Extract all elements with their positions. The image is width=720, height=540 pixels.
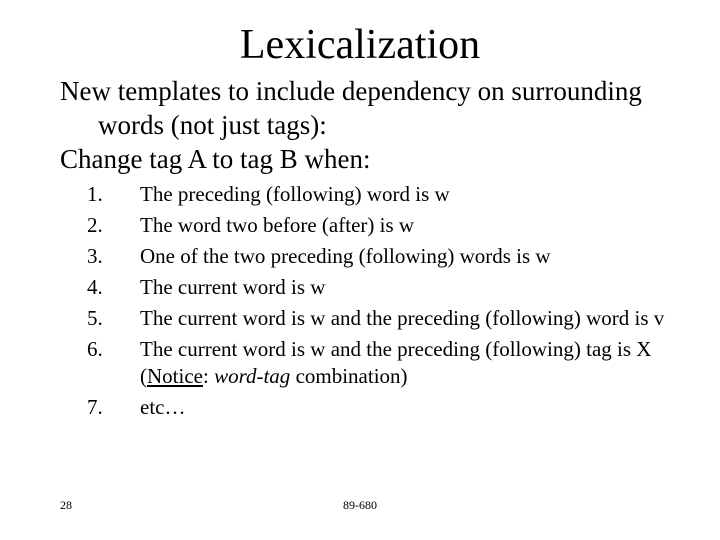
list-item	[87, 181, 697, 208]
slide-title: Lexicalization	[239, 22, 481, 68]
list-item-number: 5.	[87, 306, 103, 330]
list-item	[87, 394, 697, 421]
list-item-text-part: combination)	[290, 364, 408, 388]
list-item	[87, 305, 697, 332]
list-item-number: 4.	[87, 275, 103, 299]
list-item-number: 1.	[87, 182, 103, 206]
course-code: 89-680	[343, 498, 377, 512]
list-item-text: etc…	[140, 395, 186, 419]
list-item-text: One of the two preceding (following) words is w	[140, 244, 551, 268]
list-item-text: The preceding (following) word is w	[140, 182, 450, 206]
list-item	[87, 243, 697, 270]
word-tag-term: word-tag	[214, 364, 291, 388]
list-item-number: 2.	[87, 213, 103, 237]
list-item-text: The current word is w and the preceding (following) word is v	[140, 306, 665, 330]
list-item-number: 7.	[87, 395, 103, 419]
list-item-text: The current word is w	[140, 275, 326, 299]
bullet-templates: New templates to include dependency on surrounding words (not just tags):	[60, 76, 642, 140]
numbered-list	[87, 181, 697, 425]
notice-label: Notice	[147, 364, 203, 388]
slide-number: 28	[60, 498, 72, 512]
list-item-text: The word two before (after) is w	[140, 213, 415, 237]
list-item-number: 6.	[87, 337, 103, 361]
list-item	[87, 274, 697, 301]
bullet-change-tag: Change tag A to tag B when:	[60, 144, 371, 174]
list-item-text	[140, 336, 697, 390]
list-item	[87, 336, 697, 390]
list-item-number: 3.	[87, 244, 103, 268]
list-item	[87, 212, 697, 239]
list-item-text-part: The current word is w and the preceding (following) tag is X (	[140, 337, 652, 388]
notice-colon: :	[202, 364, 215, 388]
bullet-list	[60, 74, 700, 176]
